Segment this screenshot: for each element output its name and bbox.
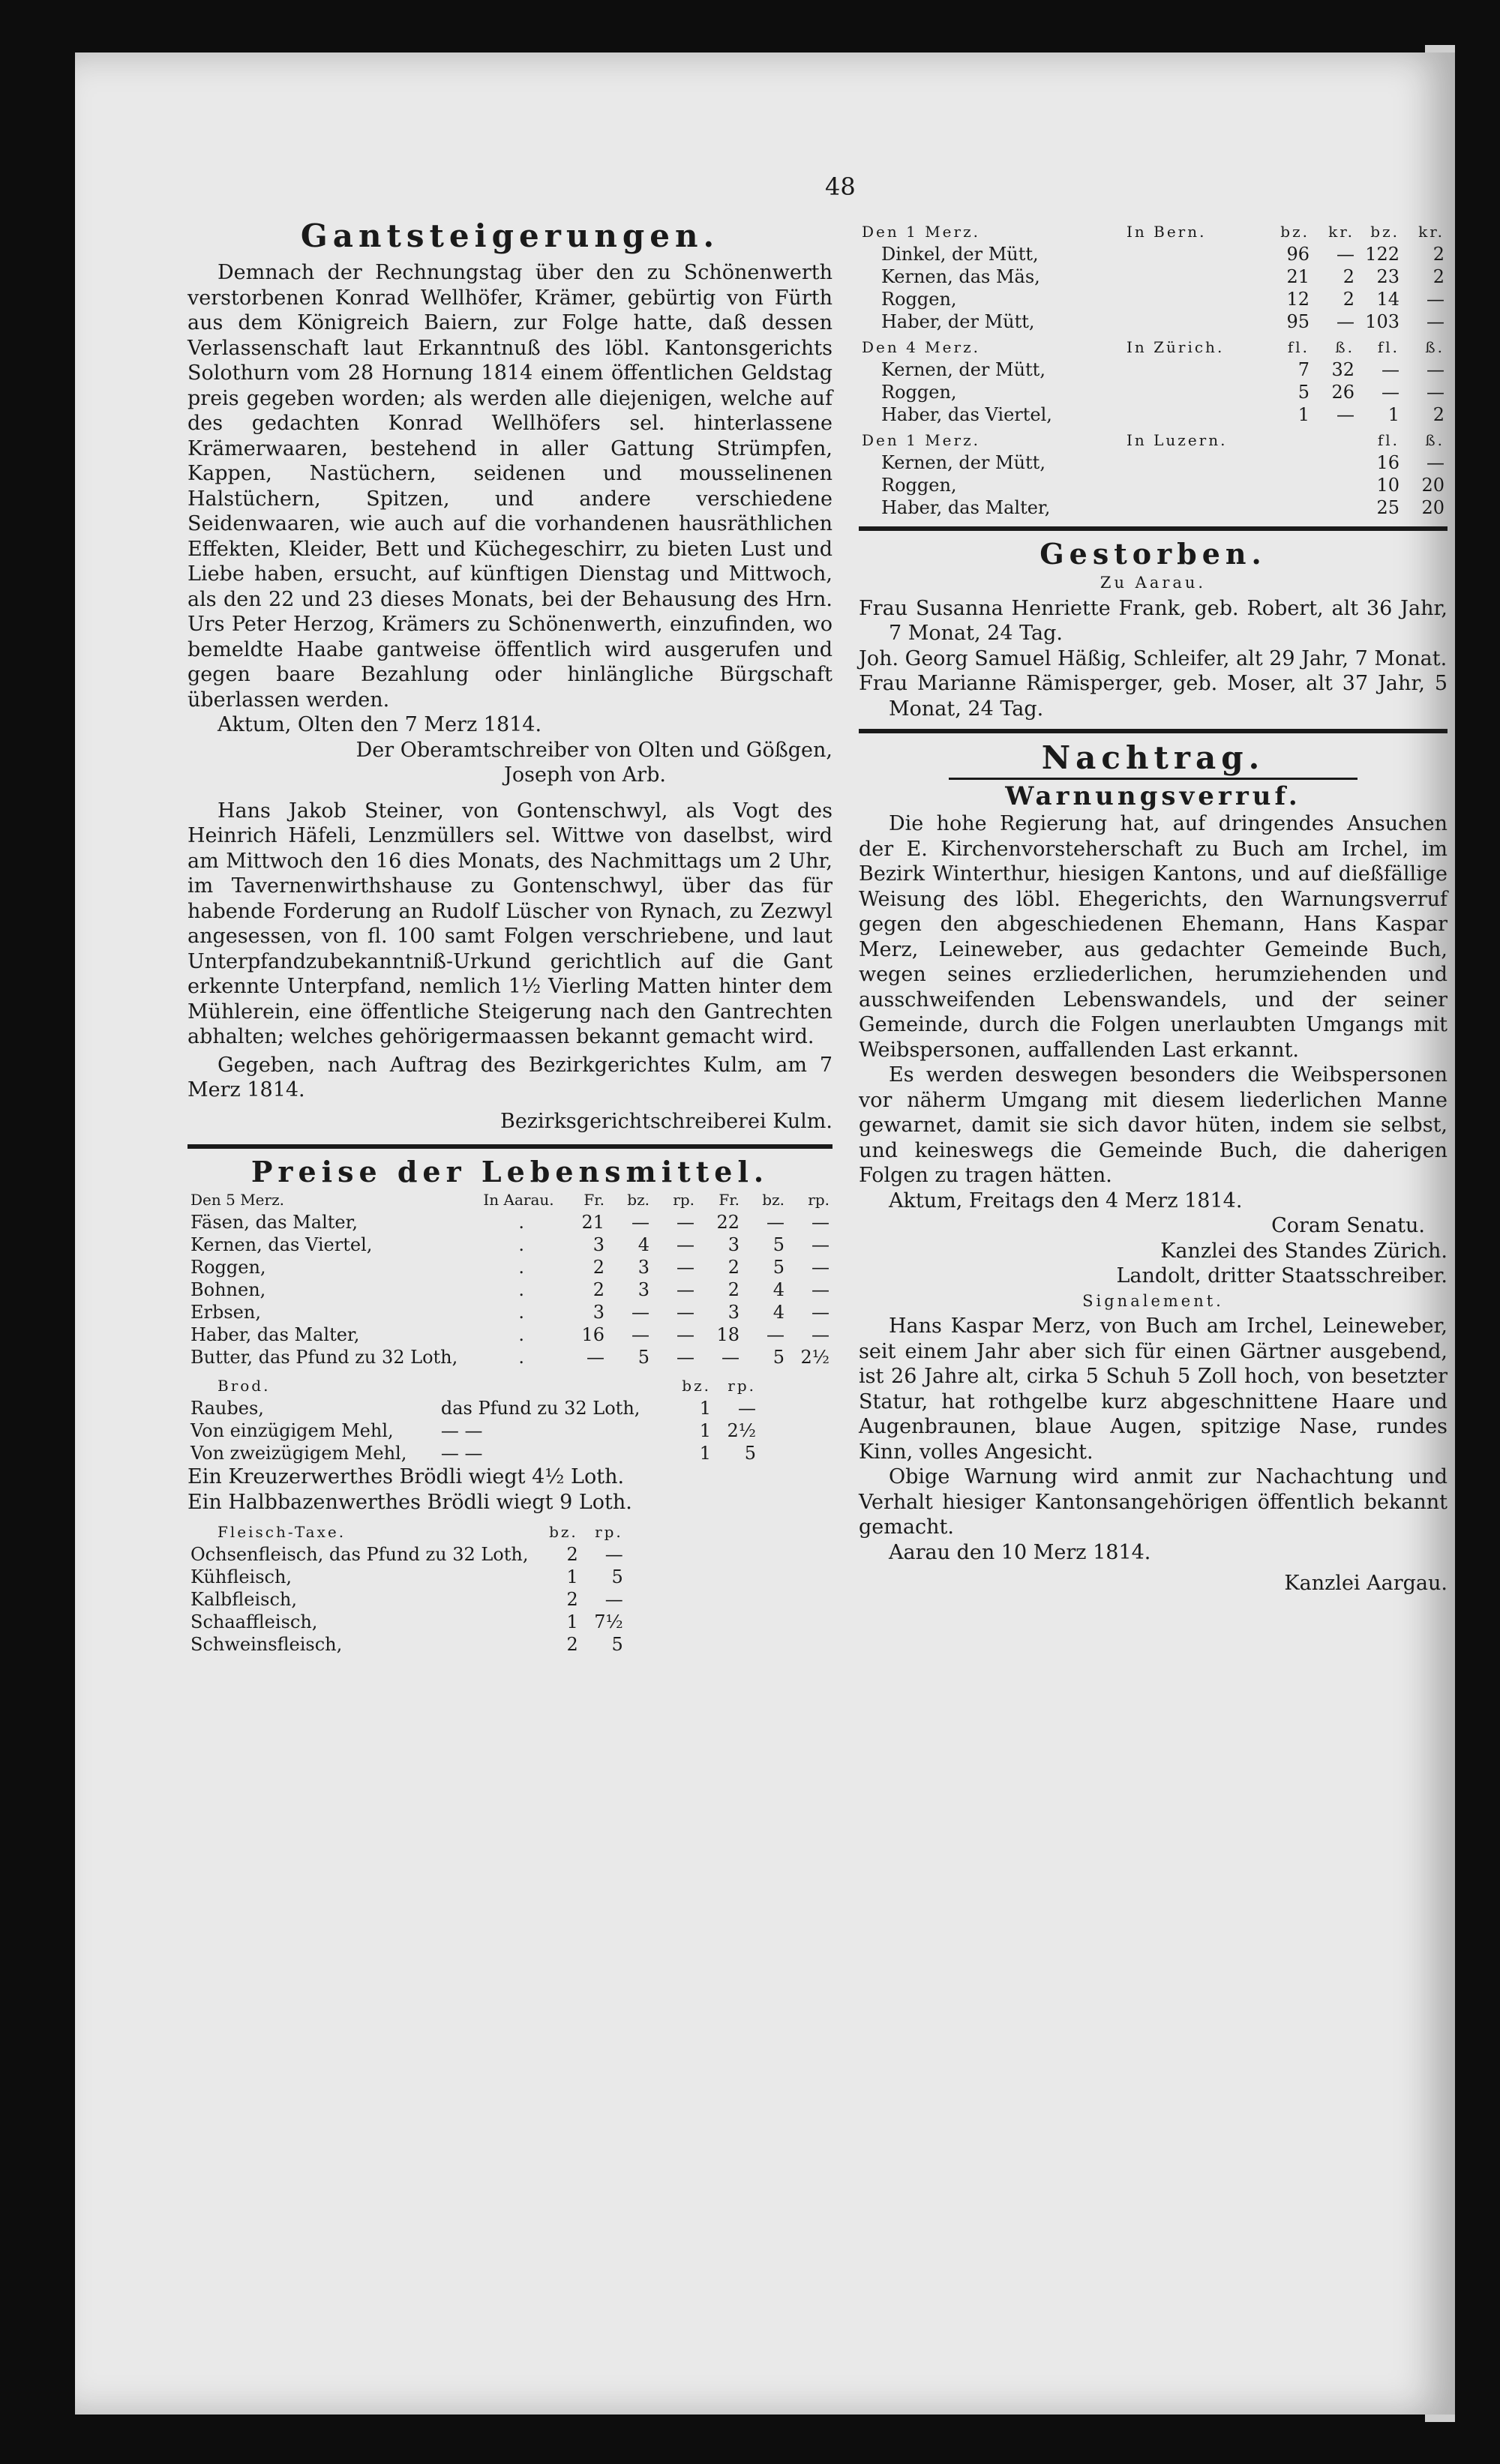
value-cell: 2½ [727, 1420, 756, 1441]
item-cell: Haber, das Viertel, [881, 404, 1052, 425]
signalement-heading: Signalement. [1082, 1291, 1224, 1310]
section-rule [859, 526, 1448, 531]
brod-header-row [188, 1371, 832, 1397]
table-row [188, 1346, 832, 1368]
value-cell: 2 [1342, 266, 1354, 287]
value-cell: 2 [1342, 289, 1354, 310]
dot-cell: . [518, 1279, 525, 1300]
item-cell: Kernen, das Mäs, [881, 266, 1040, 287]
item-cell: Von zweizügigem Mehl, [190, 1443, 407, 1464]
page-number: 48 [825, 172, 856, 201]
value-cell: — [1426, 452, 1444, 473]
value-cell: 23 [1376, 266, 1400, 287]
dot-cell: . [518, 1347, 525, 1368]
value-cell: — [1426, 311, 1444, 332]
table-row [188, 1301, 832, 1323]
nachtrag-paragraph-2: Es werden deswegen besonders die Weibspersonen vor näherm Umgang mit diesem liederlichen Manne gewarnet, damit sie sich davor hüten, indem sie selbst, und keineswegs die Gemeinde Buch, die daherigen Folgen zu tragen hätten. [859, 1063, 1448, 1187]
preise-header-cell: bz. [762, 1191, 784, 1209]
zurich-header-row [859, 333, 1448, 358]
warnungsverruf-heading: Warnungsverruf. [1005, 781, 1301, 811]
bern-header-row [859, 217, 1448, 243]
value-cell: — [676, 1257, 694, 1278]
item-cell: Dinkel, der Mütt, [881, 244, 1039, 265]
luzern-place: In Luzern. [1126, 431, 1228, 449]
value-cell: 2 [1432, 404, 1444, 425]
brod-table [188, 1371, 832, 1464]
coram-senatu: Coram Senatu. [1271, 1214, 1425, 1237]
item-cell: Haber, das Malter, [190, 1324, 360, 1345]
preise-header-cell: rp. [808, 1191, 830, 1209]
gant-paragraph-1: Demnach der Rechnungstag über den zu Schönenwerth verstorbenen Konrad Wellhöfer, Krämer, gebürtig von Fürth aus dem Königreich Baiern, zur Folge hatte, daß dessen Verlassenschaft laut Erkanntnuß des löbl. Kantonsgerichts Solothurn vom 28 Hornung 1814 einem öffentlichen Geldstag preis gegeben worden; als werden alle diejenigen, welche auf des gedachten Konrad Wellhöfers sel. hinterlassene Krämerwaaren, bestehend in aller Gattung Strümpfen, Kappen, Nastüchern, seidenen und mousselinenen Halstüchern, Spitzen, und andere verschiedene Seidenwaaren, wie auch auf die vorhandenen hausräthlichen Effekten, Kleider, Bett und Küchegeschirr, zu bieten Lust und Liebe haben, ersucht, auf künftigen Dienstag und Mittwoch, als den 22 und 23 dieses Monats, bei der Behausung des Hrn. Urs Peter Herzog, Krämers zu Schönenwerth, einzufinden, wo bemeldte Haabe gantweise öffentlich wird ausgerufen und gegen baare Bezahlung oder hinlängliche Bürgschaft überlassen werden. [188, 261, 832, 712]
table-row [188, 1278, 832, 1301]
value-cell: — [1336, 404, 1354, 425]
item-cell: Kernen, der Mütt, [881, 359, 1046, 380]
nachtrag-paragraph-3: Hans Kaspar Merz, von Buch am Irchel, Leineweber, seit einem Jahr aber sich für einen Gärtner ausgebend, ist 26 Jahre alt, cirka 5 Schuh 5 Zoll hoch, von besetzter Statur, hat rothgelbe kurz abgeschnittene Haare und Augenbraunen, blaue Augen, spitzige Nase, rundes Kinn, volles Angesicht. [859, 1314, 1448, 1464]
table-row [188, 1256, 832, 1278]
brod-header-cell: rp. [728, 1377, 756, 1395]
value-cell: — [812, 1302, 830, 1323]
table-row [188, 1566, 626, 1588]
value-cell: 1 [566, 1611, 578, 1632]
value-cell: 22 [716, 1212, 740, 1233]
preise-header-row [188, 1189, 832, 1211]
preise-header-cell: bz. [627, 1191, 650, 1209]
kreuzer-line: Ein Kreuzerwerthes Brödli wiegt 4½ Loth. [188, 1465, 625, 1488]
value-cell: 7½ [594, 1611, 623, 1632]
value-cell: 2½ [800, 1347, 830, 1368]
dot-cell: . [518, 1257, 525, 1278]
preise-header-cell: Fr. [718, 1191, 740, 1209]
value-cell: — [632, 1302, 650, 1323]
unit-header-cell: kr. [1418, 223, 1444, 241]
luzern-header-row [859, 426, 1448, 451]
bern-place: In Bern. [1126, 223, 1207, 241]
value-cell: 3 [592, 1234, 604, 1255]
nachtrag-dated: Aktum, Freitags den 4 Merz 1814. [889, 1189, 1243, 1213]
value-cell: 3 [638, 1257, 650, 1278]
luzern-date: Den 1 Merz. [862, 431, 980, 449]
zurich-place: In Zürich. [1126, 338, 1225, 356]
preise-heading: Preise der Lebensmittel. [250, 1155, 770, 1189]
value-cell: 4 [772, 1279, 784, 1300]
table-row [188, 1442, 832, 1464]
table-row [859, 288, 1448, 310]
preise-header-cell: Fr. [584, 1191, 604, 1209]
value-cell: 20 [1421, 497, 1444, 518]
heading-underline [949, 778, 1358, 780]
gant-sign-2: Joseph von Arb. [504, 763, 666, 787]
value-cell: 1 [1388, 404, 1400, 425]
table-row [859, 403, 1448, 426]
value-cell: — [812, 1257, 830, 1278]
item-cell: Fäsen, das Malter, [190, 1212, 358, 1233]
value-cell: 3 [728, 1234, 740, 1255]
table-row [859, 310, 1448, 333]
item-cell: Bohnen, [190, 1279, 266, 1300]
value-cell: 5 [611, 1634, 623, 1655]
halbbatzen-line: Ein Halbbazenwerthes Brödli wiegt 9 Loth. [188, 1490, 632, 1514]
table-row [188, 1211, 832, 1233]
value-cell: 2 [1432, 244, 1444, 265]
table-row [188, 1633, 626, 1656]
aarau-dated: Aarau den 10 Merz 1814. [889, 1540, 1151, 1564]
value-cell: 96 [1286, 244, 1310, 265]
unit-header-cell: ß. [1335, 338, 1354, 356]
table-row [859, 243, 1448, 265]
kanzlei-zurich: Kanzlei des Standes Zürich. [1160, 1239, 1448, 1263]
preise-header-cell: rp. [673, 1191, 694, 1209]
value-cell: — [676, 1279, 694, 1300]
value-cell: 16 [1376, 452, 1400, 473]
item-cell: Schaaffleisch, [190, 1611, 318, 1632]
gestorben-heading: Gestorben. [1040, 537, 1267, 571]
item-cell: Ochsenfleisch, das Pfund zu 32 Loth, [190, 1544, 529, 1565]
gestorben-entry-2: Joh. Georg Samuel Häßig, Schleifer, alt 29 Jahr, 7 Monat. [859, 646, 1448, 670]
value-cell: — [676, 1347, 694, 1368]
table-row [188, 1588, 626, 1611]
value-cell: — [676, 1212, 694, 1233]
value-cell: 2 [728, 1257, 740, 1278]
unit-header-cell: ß. [1425, 431, 1444, 449]
value-cell: 5 [744, 1443, 756, 1464]
value-cell: 20 [1421, 475, 1444, 496]
brod-label: Brod. [218, 1377, 271, 1395]
value-cell: 4 [772, 1302, 784, 1323]
value-cell: 10 [1376, 475, 1400, 496]
value-cell: 103 [1365, 311, 1400, 332]
table-row [859, 381, 1448, 403]
unit-cell: — — [440, 1443, 483, 1464]
gant-sign-1: Der Oberamtschreiber von Olten und Gößgen, [356, 738, 832, 762]
value-cell: — [812, 1212, 830, 1233]
item-cell: Roggen, [881, 475, 957, 496]
value-cell: — [676, 1302, 694, 1323]
fleisch-header-cell: bz. [549, 1523, 578, 1541]
value-cell: 18 [716, 1324, 740, 1345]
table-row [188, 1543, 626, 1566]
kanzlei-aargau: Kanzlei Aargau. [1284, 1572, 1448, 1595]
dot-cell: . [518, 1212, 525, 1233]
unit-header-cell: ß. [1425, 338, 1444, 356]
value-cell: 2 [566, 1544, 578, 1565]
value-cell: 1 [566, 1566, 578, 1587]
item-cell: Schweinsfleisch, [190, 1634, 343, 1655]
value-cell: 5 [611, 1566, 623, 1587]
value-cell: — [1336, 311, 1354, 332]
gestorben-entry-1: Frau Susanna Henriette Frank, geb. Robert, alt 36 Jahr, 7 Monat, 24 Tag. [859, 596, 1448, 645]
value-cell: 4 [638, 1234, 650, 1255]
unit-header-cell: bz. [1280, 223, 1310, 241]
item-cell: Butter, das Pfund zu 32 Loth, [190, 1347, 458, 1368]
item-cell: Roggen, [881, 289, 957, 310]
value-cell: — [676, 1324, 694, 1345]
table-row [859, 358, 1448, 381]
value-cell: 2 [566, 1634, 578, 1655]
value-cell: 16 [581, 1324, 604, 1345]
value-cell: — [1426, 382, 1444, 403]
value-cell: 21 [1286, 266, 1310, 287]
value-cell: 5 [638, 1347, 650, 1368]
fleisch-header-row [188, 1518, 626, 1543]
gant-dated: Aktum, Olten den 7 Merz 1814. [218, 713, 542, 736]
gant-paragraph-2: Hans Jakob Steiner, von Gontenschwyl, als Vogt des Heinrich Häfeli, Lenzmüllers sel. Wittwe von daselbst, wird am Mittwoch den 16 dies Monats, des Nachmittags um 2 Uhr, im Tavernenwirthshause zu Gontenschwyl, über das für habende Forderung an Rudolf Lüscher von Rynach, zu Zezwyl angesessen, von fl. 100 samt Folgen verschriebene, und laut Unterpfandzubekanntniß-Urkund gerichtlich auf die Gant erkennte Unterpfand, nemlich 1½ Vierling Matten hinter dem Mühlerein, eine öffentliche Steigerung nach den Gantrechten abhalten; welches gehörigermaassen bekannt gemacht wird. [188, 799, 832, 1048]
unit-header-cell: fl. [1377, 431, 1400, 449]
value-cell: — [632, 1212, 650, 1233]
left-column [188, 165, 832, 1656]
brod-header-cell: bz. [682, 1377, 711, 1395]
item-cell: Kühfleisch, [190, 1566, 292, 1587]
gestorben-place: Zu Aarau. [1100, 574, 1207, 592]
value-cell: 3 [638, 1279, 650, 1300]
nachtrag-paragraph-4: Obige Warnung wird anmit zur Nachachtung und Verhalt hiesiger Kantonsangehörigen öffentlich bekannt gemacht. [859, 1465, 1448, 1539]
value-cell: — [586, 1347, 604, 1368]
value-cell: — [738, 1398, 756, 1419]
item-cell: Haber, das Malter, [881, 497, 1051, 518]
table-row [188, 1323, 832, 1346]
table-row [859, 451, 1448, 474]
dot-cell: . [518, 1302, 525, 1323]
value-cell: — [766, 1324, 784, 1345]
table-row [188, 1397, 832, 1419]
unit-cell: — — [440, 1420, 483, 1441]
nachtrag-heading: Nachtrag. [1041, 739, 1265, 776]
value-cell: 2 [728, 1279, 740, 1300]
value-cell: 122 [1365, 244, 1400, 265]
value-cell: 5 [772, 1347, 784, 1368]
value-cell: 1 [699, 1443, 711, 1464]
value-cell: — [1382, 382, 1400, 403]
value-cell: — [604, 1544, 623, 1565]
item-cell: Erbsen, [190, 1302, 261, 1323]
item-cell: Kalbfleisch, [190, 1589, 298, 1610]
table-row [859, 474, 1448, 496]
value-cell: — [766, 1212, 784, 1233]
preise-header-place: In Aarau. [483, 1191, 554, 1209]
value-cell: 26 [1331, 382, 1354, 403]
item-cell: Haber, der Mütt, [881, 311, 1035, 332]
dot-cell: . [518, 1234, 525, 1255]
value-cell: 1 [1298, 404, 1310, 425]
table-row [188, 1233, 832, 1256]
value-cell: — [812, 1279, 830, 1300]
fleisch-table [188, 1518, 626, 1656]
value-cell: 5 [772, 1257, 784, 1278]
section-rule [188, 1144, 832, 1149]
value-cell: 21 [581, 1212, 604, 1233]
value-cell: — [1426, 289, 1444, 310]
right-column [859, 165, 1448, 1596]
value-cell: 2 [566, 1589, 578, 1610]
zurich-date: Den 4 Merz. [862, 338, 980, 356]
value-cell: — [1426, 359, 1444, 380]
value-cell: 32 [1331, 359, 1354, 380]
value-cell: 25 [1376, 497, 1400, 518]
value-cell: 5 [772, 1234, 784, 1255]
value-cell: 14 [1376, 289, 1400, 310]
value-cell: — [604, 1589, 623, 1610]
item-cell: Von einzügigem Mehl, [190, 1420, 394, 1441]
dot-cell: . [518, 1324, 525, 1345]
value-cell: 5 [1298, 382, 1310, 403]
value-cell: 12 [1286, 289, 1310, 310]
value-cell: 1 [699, 1420, 711, 1441]
gant-sign-3: Bezirksgerichtschreiberei Kulm. [500, 1109, 832, 1133]
value-cell: — [722, 1347, 740, 1368]
gant-heading: Gantsteigerungen. [300, 217, 720, 254]
item-cell: Kernen, das Viertel, [190, 1234, 373, 1255]
value-cell: 95 [1286, 311, 1310, 332]
newspaper-page [75, 52, 1455, 2415]
value-cell: 7 [1298, 359, 1310, 380]
value-cell: — [632, 1324, 650, 1345]
landolt-sign: Landolt, dritter Staatsschreiber. [1116, 1264, 1448, 1287]
unit-header-cell: kr. [1328, 223, 1354, 241]
table-row [859, 265, 1448, 288]
value-cell: 2 [1432, 266, 1444, 287]
unit-cell: das Pfund zu 32 Loth, [440, 1398, 640, 1419]
value-cell: 2 [592, 1279, 604, 1300]
fleisch-header-cell: rp. [595, 1523, 623, 1541]
value-cell: — [812, 1324, 830, 1345]
unit-header-cell: bz. [1370, 223, 1400, 241]
item-cell: Roggen, [190, 1257, 266, 1278]
item-cell: Roggen, [881, 382, 957, 403]
gant-paragraph-3: Gegeben, nach Auftrag des Bezirkgerichtes Kulm, am 7 Merz 1814. [188, 1053, 832, 1102]
table-row [188, 1419, 832, 1442]
unit-header-cell: fl. [1377, 338, 1400, 356]
table-row [188, 1611, 626, 1633]
value-cell: — [676, 1234, 694, 1255]
section-rule [859, 729, 1448, 733]
bern-table [859, 217, 1448, 519]
value-cell: — [812, 1234, 830, 1255]
value-cell: 3 [592, 1302, 604, 1323]
value-cell: — [1336, 244, 1354, 265]
value-cell: 2 [592, 1257, 604, 1278]
bern-date: Den 1 Merz. [862, 223, 980, 241]
item-cell: Kernen, der Mütt, [881, 452, 1046, 473]
gestorben-entry-3: Frau Marianne Rämisperger, geb. Moser, alt 37 Jahr, 5 Monat, 24 Tag. [859, 672, 1448, 721]
preise-table [188, 1189, 832, 1368]
preise-header-date: Den 5 Merz. [190, 1191, 284, 1209]
value-cell: — [1382, 359, 1400, 380]
value-cell: 3 [728, 1302, 740, 1323]
fleisch-label: Fleisch-Taxe. [218, 1523, 346, 1541]
item-cell: Raubes, [190, 1398, 264, 1419]
table-row [859, 496, 1448, 519]
nachtrag-paragraph-1: Die hohe Regierung hat, auf dringendes Ansuchen der E. Kirchenvorsteherschaft zu Buch am Irchel, im Bezirk Winterthur, hiesigen Kantons, und auf dießfällige Weisung des löbl. Ehegerichts, den Warnungsverruf gegen den abgeschiedenen Ehemann, Hans Kaspar Merz, Leineweber, aus gedachter Gemeinde Buch, wegen seines erzliederlichen, herumziehenden und ausschweifenden Lebenswandels, und der seiner Gemeinde, durch die Folgen unerlaubten Umgangs mit Weibspersonen, auffallenden Last erkannt. [859, 812, 1448, 1062]
unit-header-cell: fl. [1287, 338, 1310, 356]
value-cell: 1 [699, 1398, 711, 1419]
